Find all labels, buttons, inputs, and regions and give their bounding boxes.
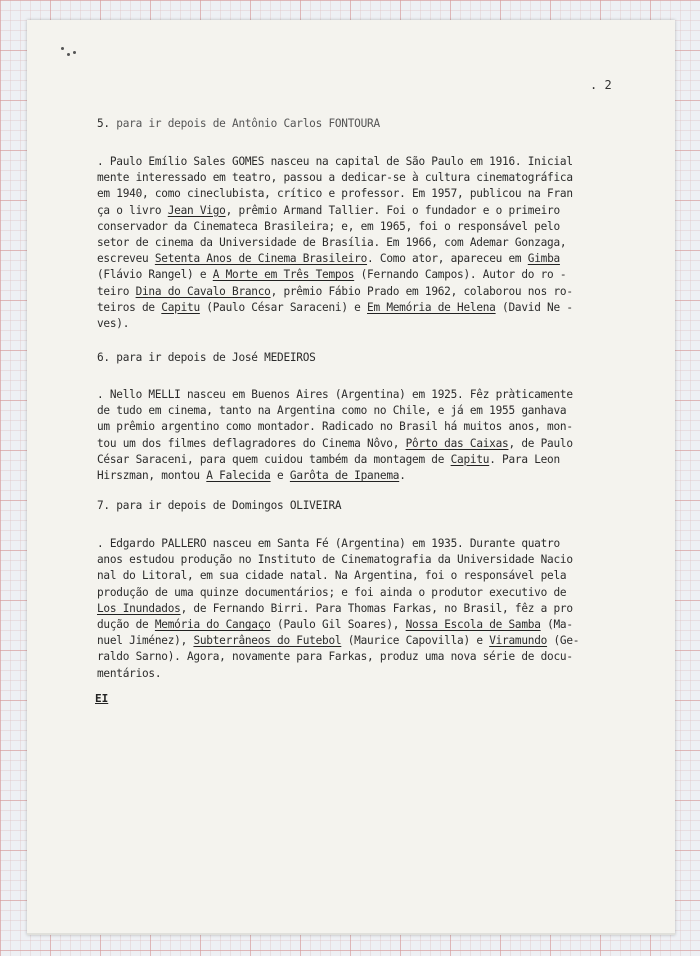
text-run: de tudo em cinema, tanto na Argentina como no Chile, e já em 1955 ganhava [97,404,567,418]
text-run: nal do Litoral, em sua cidade natal. Na Argentina, foi o responsável pela [97,569,567,583]
text-run: (Ma- [540,618,573,631]
underlined-title: Los Inundados [97,601,181,615]
paragraph-line [97,601,573,617]
text-run: Hirszman, montou [97,469,207,482]
text-run: , prêmio Armand Tallier. Foi o fundador e o primeiro [225,203,560,217]
text-run: 7. para ir depois de Domingos OLIVEIRA [97,499,342,512]
paragraph-line [97,387,573,403]
text-run: . Para Leon [489,452,560,466]
underlined-title: Em Memória de Helena [367,300,496,314]
paragraph-line [97,649,573,665]
underlined-title: Pôrto das Caixas [405,436,509,450]
paragraph-line [97,536,560,552]
text-run: (Paulo Gil Soares), [270,618,406,631]
paragraph-line [97,219,560,235]
page-number: . 2 [590,78,612,92]
paragraph-line [97,419,573,435]
paragraph-line [97,617,573,633]
text-run: , prêmio Fábio Prado em 1962, colaborou nos ro- [270,284,573,298]
text-run: César Saraceni, para quem cuidou também da montagem de [97,452,451,466]
underlined-title: Gimba [527,252,560,266]
text-run: (David Ne - [495,300,573,314]
paragraph-line [97,633,579,649]
paragraph-line [97,203,560,219]
text-run: 6. para ir depois de José MEDEIROS [97,351,316,364]
paragraph-line [97,267,566,283]
paragraph-line [97,235,566,251]
text-run: teiros de [97,300,162,314]
paragraph-line [97,251,560,267]
text-run: (Flávio Rangel) e [97,268,213,282]
text-run: , de Paulo [508,436,573,450]
paragraph-line [97,300,573,316]
text-run: em 1940, como cineclubista, crítico e professor. Em 1957, publicou na Fran [97,187,573,201]
text-run: ves). [97,317,130,330]
underlined-title: Subterrâneos do Futebol [193,634,342,648]
text-run: nuel Jiménez), [97,634,194,648]
paragraph-line [97,403,566,419]
ink-mark [61,47,64,50]
text-run: (Ge- [547,634,580,648]
typist-initials: EI [95,692,109,705]
text-run: um prêmio argentino como montador. Radicado no Brasil há muitos anos, mon- [97,420,573,434]
underlined-title: A Morte em Três Tempos [212,268,355,282]
underlined-title: Capitu [161,300,200,314]
paragraph-line [97,436,573,452]
underlined-title: Dina do Cavalo Branco [135,284,271,298]
paragraph-line [97,666,161,682]
sheet-edge [27,933,675,935]
paragraph-line [97,552,573,568]
text-run: anos estudou produção no Instituto de Cinematografia da Universidade Nacio [97,553,573,567]
text-run: . Edgardo PALLERO nasceu em Santa Fé (Argentina) em 1935. Durante quatro [97,537,560,550]
underlined-title: Capitu [450,452,490,466]
text-run: mente interessado em teatro, passou a dedicar-se à cultura cinematográfica [97,171,573,185]
paragraph-line [97,585,566,601]
text-run: setor de cinema da Universidade de Brasília. Em 1966, com Ademar Gonzaga, [97,236,567,249]
text-run: mentários. [97,666,162,680]
text-run: (Paulo César Saraceni) e [199,300,368,314]
paragraph-line [97,568,566,584]
text-run: . Nello MELLI nasceu em Buenos Aires (Argentina) em 1925. Fêz pràticamente [97,388,573,401]
paragraph-line [97,154,573,170]
underlined-title: Garôta de Ipanema [289,469,400,482]
underlined-title: Memória do Cangaço [154,618,271,631]
text-run: para ir depois de Antônio Carlos FONTOURA [116,117,380,130]
underlined-title: Nossa Escola de Samba [405,618,541,631]
text-run: . Como ator, apareceu em [367,252,528,266]
text-run: 5. [97,117,117,130]
text-run: escreveu [97,252,155,266]
paragraph-line [97,452,560,468]
paragraph-line [97,316,129,332]
underlined-title: Setenta Anos de Cinema Brasileiro [154,252,368,266]
paragraph-line [97,284,573,300]
text-run: produção de uma quinze documentários; e foi ainda o produtor executivo de [97,585,567,599]
paper-sheet [27,20,675,935]
text-run: tou um dos filmes deflagradores do Cinema Nôvo, [97,436,406,450]
paragraph-line [97,186,573,202]
paragraph-line [97,170,573,186]
underlined-title: Viramundo [489,634,548,648]
text-run: (Maurice Capovilla) e [341,634,490,648]
text-run: , de Fernando Birri. Para Thomas Farkas, no Brasil, fêz a pro [180,601,573,615]
section-heading [97,498,341,514]
underlined-title: A Falecida [206,469,271,482]
text-run: dução de [97,618,155,631]
text-run: . Paulo Emílio Sales GOMES nasceu na capital de São Paulo em 1916. Inicial [97,155,573,168]
text-run: conservador da Cinemateca Brasileira; e, em 1965, foi o responsável pelo [97,219,560,233]
text-run: (Fernando Campos). Autor do ro - [354,268,567,282]
text-run: raldo Sarno). Agora, novamente para Farkas, produz uma nova série de docu- [97,650,573,664]
section-heading [97,350,316,366]
text-run: teiro [97,284,136,298]
text-run: ça o livro [97,203,168,217]
paragraph-line [97,468,406,484]
text-run: . [399,469,406,482]
ink-mark [67,53,70,56]
text-run: e [270,469,290,482]
underlined-title: Jean Vigo [167,203,226,217]
section-heading [97,116,380,132]
ink-mark [73,51,76,54]
